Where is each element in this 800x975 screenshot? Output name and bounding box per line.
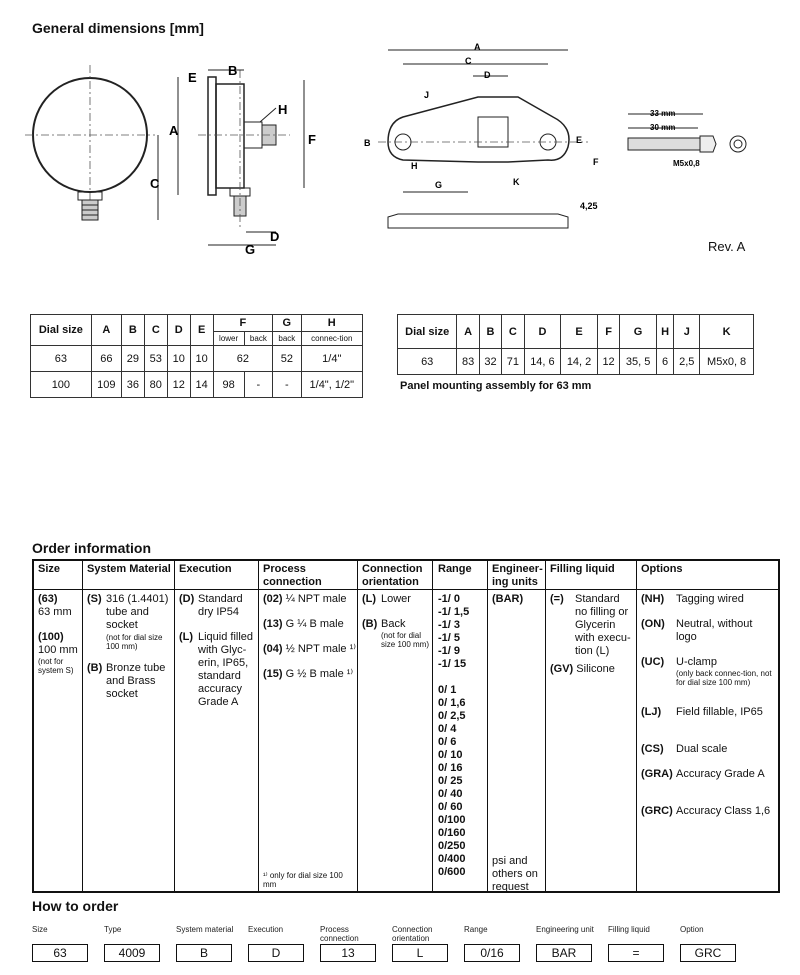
- dim-col-G: G: [273, 315, 301, 332]
- orientation-code-b: (B): [362, 618, 378, 630]
- cell: 10: [190, 346, 213, 372]
- option-code: (CS): [641, 743, 664, 755]
- how-label: Option: [680, 925, 704, 934]
- order-header-options: Options: [641, 563, 683, 575]
- process-item: (13) G ¼ B male: [263, 618, 344, 630]
- dim-col-A: A: [91, 315, 121, 346]
- cell: 1/4", 1/2": [301, 372, 362, 398]
- order-header-process: Process connection: [263, 563, 322, 588]
- cell: 1/4": [301, 346, 362, 372]
- material-s: 316 (1.4401) tube and socket: [106, 593, 169, 631]
- how-label: Connection orientation: [392, 925, 433, 943]
- filling-gv: (GV) Silicone: [550, 663, 615, 675]
- cell: 6: [656, 349, 673, 375]
- cell: -: [273, 372, 301, 398]
- option-text: U-clamp: [676, 656, 717, 668]
- how-value-box: B: [176, 944, 232, 962]
- option-text: Neutral, without logo: [676, 618, 753, 643]
- cell: M5x0, 8: [700, 349, 754, 375]
- section-title-order: Order information: [32, 540, 152, 556]
- screw-label-30: 30 mm: [650, 123, 676, 132]
- cell: 53: [144, 346, 167, 372]
- how-label: Size: [32, 925, 48, 934]
- screw-label-33: 33 mm: [650, 109, 676, 118]
- dim-col-C: C: [144, 315, 167, 346]
- material-code-s: (S): [87, 593, 102, 605]
- dim-label-A: A: [169, 123, 179, 138]
- panel-col: B: [479, 315, 501, 349]
- cell: 83: [457, 349, 479, 375]
- cell: 2,5: [674, 349, 700, 375]
- dim-label-G: G: [245, 242, 256, 257]
- dim-col-D: D: [167, 315, 190, 346]
- how-label: Execution: [248, 925, 284, 934]
- how-value-box: =: [608, 944, 664, 962]
- cell: 14: [190, 372, 213, 398]
- cell: 14, 6: [524, 349, 561, 375]
- order-header-units: Engineer-ing units: [492, 563, 543, 588]
- panel-label-425: 4,25: [580, 201, 598, 211]
- cell: 98: [213, 372, 244, 398]
- how-label: System material: [176, 925, 234, 934]
- section-title-general: General dimensions [mm]: [32, 20, 204, 36]
- panel-label-G: G: [435, 180, 443, 190]
- orientation-code-l: (L): [362, 593, 377, 605]
- size-code-63: (63): [38, 593, 58, 605]
- panel-col: F: [597, 315, 619, 349]
- dim-sub-h: connec-tion: [301, 332, 362, 346]
- how-value-box: L: [392, 944, 448, 962]
- size-63: 63 mm: [38, 606, 72, 618]
- how-label: Type: [104, 925, 122, 934]
- dim-label-B: B: [228, 63, 238, 78]
- cell: 12: [597, 349, 619, 375]
- orientation-b-note: (not for dial size 100 mm): [381, 631, 430, 649]
- dim-sub-g: back: [273, 332, 301, 346]
- panel-label-K: K: [513, 177, 520, 187]
- size-code-100: (100): [38, 631, 64, 643]
- dim-col-dial: Dial size: [31, 315, 92, 346]
- cell: -: [244, 372, 272, 398]
- how-value-box: GRC: [680, 944, 736, 962]
- table-row: [31, 372, 363, 398]
- dim-sub-f1: lower: [213, 332, 244, 346]
- table-row: [31, 346, 363, 372]
- order-header-range: Range: [438, 563, 472, 575]
- option-text: Field fillable, IP65: [676, 706, 763, 718]
- cell: 109: [91, 372, 121, 398]
- panel-col: J: [674, 315, 700, 349]
- cell: 10: [167, 346, 190, 372]
- order-header-orientation: Connection orientation: [362, 563, 423, 588]
- panel-label-A: A: [474, 42, 481, 52]
- cell: 12: [167, 372, 190, 398]
- how-value-box: BAR: [536, 944, 592, 962]
- dimension-table: [30, 314, 363, 398]
- process-note: ¹⁾ only for dial size 100 mm: [263, 871, 343, 889]
- process-item: (04) ½ NPT male ¹⁾: [263, 643, 356, 655]
- how-value-box: 13: [320, 944, 376, 962]
- panel-label-F: F: [593, 157, 599, 167]
- option-code: (ON): [641, 618, 665, 630]
- dim-label-C: C: [150, 176, 160, 191]
- option-note: (only back connec-tion, not for dial size 100 mm): [676, 669, 772, 687]
- cell: 71: [502, 349, 524, 375]
- screw-drawing: [618, 108, 778, 188]
- order-header-execution: Execution: [179, 563, 232, 575]
- how-label: Range: [464, 925, 488, 934]
- how-value-box: 63: [32, 944, 88, 962]
- cell: 66: [91, 346, 121, 372]
- range-list: -1/ 0 -1/ 1,5 -1/ 3 -1/ 5 -1/ 9 -1/ 15 0/ 1 0/ 1,6 0/ 2,5 0/ 4 0/ 6 0/ 10 0/ 16 0/ 25 0/ 40 0/ 60 0/100 0/160 0/250 0/400 0/600: [438, 593, 470, 878]
- option-code: (UC): [641, 656, 665, 668]
- panel-drawing: [358, 42, 608, 242]
- orientation-b: Back: [381, 618, 406, 630]
- cell: 100: [31, 372, 92, 398]
- cell: 14, 2: [561, 349, 598, 375]
- cell: 36: [121, 372, 144, 398]
- dim-label-D: D: [270, 229, 280, 244]
- panel-label-D: D: [484, 70, 491, 80]
- table-row: [398, 349, 754, 375]
- dim-col-F: F: [213, 315, 273, 332]
- order-table: [32, 559, 780, 893]
- how-value-box: 0/16: [464, 944, 520, 962]
- execution-l: Liquid filled with Glyc-erin, IP65, standard accuracy Grade A: [198, 631, 254, 708]
- panel-col: K: [700, 315, 754, 349]
- panel-col: Dial size: [398, 315, 457, 349]
- dim-col-H: H: [301, 315, 362, 332]
- order-header-size: Size: [38, 563, 61, 575]
- panel-col: G: [620, 315, 657, 349]
- process-item: (15) G ½ B male ¹⁾: [263, 668, 354, 680]
- execution-d: Standard dry IP54: [198, 593, 243, 618]
- dim-col-E: E: [190, 315, 213, 346]
- panel-table: [397, 314, 754, 375]
- material-s-note: (not for dial size 100 mm): [106, 633, 163, 651]
- panel-col: E: [561, 315, 598, 349]
- material-b: Bronze tube and Brass socket: [106, 662, 166, 700]
- material-code-b: (B): [87, 662, 103, 674]
- size-100-note: (not for system S): [38, 657, 74, 675]
- option-text: Tagging wired: [676, 593, 744, 605]
- panel-col: H: [656, 315, 673, 349]
- how-value-box: 4009: [104, 944, 160, 962]
- process-item: (02) ¼ NPT male: [263, 593, 347, 605]
- panel-col: C: [502, 315, 524, 349]
- panel-label-C: C: [465, 56, 472, 66]
- dim-sub-f2: back: [244, 332, 272, 346]
- order-header-filling: Filling liquid: [550, 563, 615, 575]
- cell: 63: [31, 346, 92, 372]
- cell: 52: [273, 346, 301, 372]
- how-label: Engineering unit: [536, 925, 594, 934]
- execution-code-d: (D): [179, 593, 195, 605]
- how-label: Filling liquid: [608, 925, 650, 934]
- units-bar: (BAR): [492, 593, 524, 605]
- panel-label-J: J: [424, 90, 430, 100]
- option-text: Dual scale: [676, 743, 728, 755]
- size-100: 100 mm: [38, 644, 78, 656]
- screw-label-m5: M5x0,8: [673, 159, 700, 168]
- dim-label-H: H: [278, 102, 288, 117]
- how-label: Process connection: [320, 925, 359, 943]
- gauge-drawing: [30, 60, 360, 260]
- execution-code-l: (L): [179, 631, 194, 643]
- section-title-how: How to order: [32, 898, 119, 914]
- panel-label-E: E: [576, 135, 583, 145]
- option-code: (GRC): [641, 805, 673, 817]
- option-text: Accuracy Grade A: [676, 768, 765, 780]
- option-code: (GRA): [641, 768, 673, 780]
- panel-label-H: H: [411, 161, 418, 171]
- cell: 80: [144, 372, 167, 398]
- panel-col: A: [457, 315, 479, 349]
- cell: 29: [121, 346, 144, 372]
- cell: 32: [479, 349, 501, 375]
- filling-code-eq: (=): [550, 593, 564, 605]
- cell: 35, 5: [620, 349, 657, 375]
- panel-label-B: B: [364, 138, 371, 148]
- filling-eq: Standard no filling or Glycerin with execu-tion (L): [575, 593, 631, 657]
- revision-label: Rev. A: [708, 239, 746, 254]
- option-text: Accuracy Class 1,6: [676, 805, 771, 817]
- orientation-l: Lower: [381, 593, 411, 605]
- units-other: psi and others on request: [492, 855, 538, 893]
- option-code: (NH): [641, 593, 665, 605]
- option-code: (LJ): [641, 706, 662, 718]
- how-value-box: D: [248, 944, 304, 962]
- panel-col: D: [524, 315, 561, 349]
- cell: 63: [398, 349, 457, 375]
- dim-label-F: F: [308, 132, 316, 147]
- order-header-material: System Material: [87, 563, 171, 575]
- panel-caption: Panel mounting assembly for 63 mm: [400, 380, 592, 392]
- dim-label-E: E: [188, 70, 197, 85]
- cell: 62: [213, 346, 273, 372]
- dim-col-B: B: [121, 315, 144, 346]
